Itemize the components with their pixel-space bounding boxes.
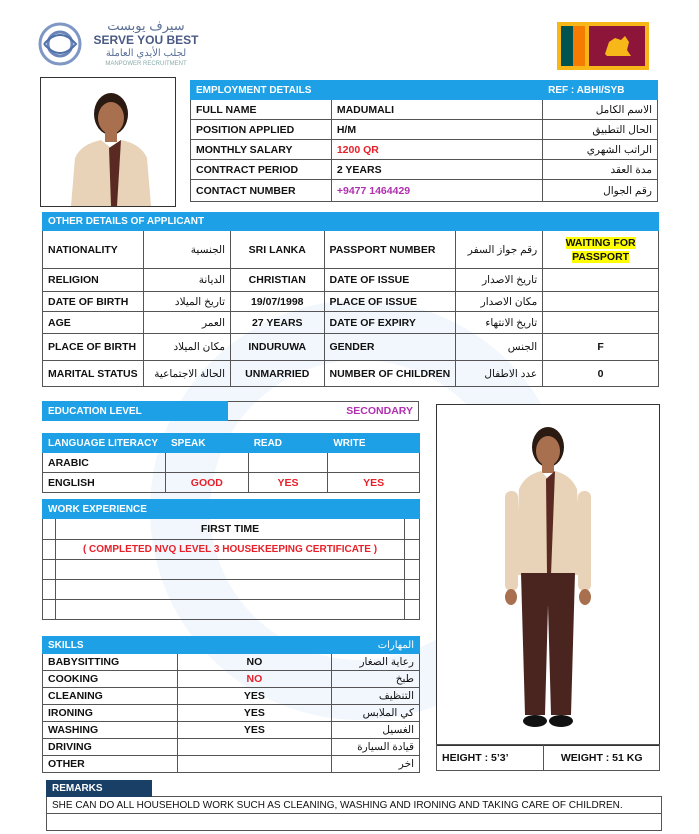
education-table: [42, 401, 419, 421]
remarks-text: SHE CAN DO ALL HOUSEHOLD WORK SUCH AS CLEANING, WASHING AND IRONING AND TAKING CARE OF CHILDREN.: [47, 797, 662, 814]
full-body-figure-icon: [437, 405, 659, 745]
remarks-title: REMARKS: [47, 781, 152, 797]
skill-other-value: [177, 756, 331, 773]
date-expiry-value: [543, 312, 659, 334]
education-label: EDUCATION LEVEL: [43, 402, 228, 421]
skill-driving-value: [177, 739, 331, 756]
lang-arabic-write: [328, 453, 420, 473]
nationality-label: NATIONALITY: [43, 231, 144, 269]
dob-label: DATE OF BIRTH: [43, 292, 144, 312]
applicant-photo-full: [436, 404, 660, 746]
pob-value: INDURUWA: [231, 334, 324, 361]
skill-cleaning-value: YES: [177, 688, 331, 705]
date-expiry-ar: تاريخ الانتهاء: [456, 312, 543, 334]
pob-label: PLACE OF BIRTH: [43, 334, 144, 361]
marital-ar: الحالة الاجتماعية: [143, 361, 230, 387]
skill-babysitting-ar: رعاية الصغار: [332, 654, 420, 671]
religion-value: CHRISTIAN: [231, 269, 324, 292]
full-name-label: FULL NAME: [191, 100, 332, 120]
lang-arabic-speak: [165, 453, 248, 473]
passport-value: WAITING FOR PASSPORT: [565, 236, 636, 263]
lang-arabic: ARABIC: [43, 453, 166, 473]
work-experience-table: [42, 499, 420, 620]
height-value: HEIGHT : 5’3’: [437, 745, 544, 771]
salary-ar: الراتب الشهري: [543, 140, 658, 160]
employment-title: EMPLOYMENT DETAILS: [191, 81, 543, 100]
contact-ar: رقم الجوال: [543, 180, 658, 202]
lang-header-read: READ: [248, 434, 328, 453]
lang-header-speak: SPEAK: [165, 434, 248, 453]
skill-cleaning-ar: التنظيف: [332, 688, 420, 705]
position-value: H/M: [331, 120, 542, 140]
religion-ar: الديانة: [143, 269, 230, 292]
sri-lanka-flag-icon: [557, 22, 649, 70]
skill-washing-ar: الغسيل: [332, 722, 420, 739]
children-value: 0: [543, 361, 659, 387]
language-table: [42, 433, 420, 493]
contract-value: 2 YEARS: [331, 160, 542, 180]
full-name-ar: الاسم الكامل: [543, 100, 658, 120]
measurements-table: [436, 744, 660, 771]
company-logo: [38, 18, 208, 70]
contract-label: CONTRACT PERIOD: [191, 160, 332, 180]
skill-driving: DRIVING: [43, 739, 178, 756]
skill-babysitting-value: NO: [177, 654, 331, 671]
applicant-photo-portrait: [40, 77, 176, 207]
other-details-table: [42, 212, 659, 387]
skill-cooking-value: NO: [177, 671, 331, 688]
lang-english-read: YES: [248, 473, 328, 493]
marital-label: MARITAL STATUS: [43, 361, 144, 387]
pob-ar: مكان الميلاد: [143, 334, 230, 361]
age-label: AGE: [43, 312, 144, 334]
skill-washing-value: YES: [177, 722, 331, 739]
skill-driving-ar: قيادة السيارة: [332, 739, 420, 756]
contact-label: CONTACT NUMBER: [191, 180, 332, 202]
date-expiry-label: DATE OF EXPIRY: [324, 312, 456, 334]
salary-value: 1200 QR: [331, 140, 542, 160]
logo-arabic: سيرف يوبست: [107, 18, 185, 33]
children-ar: عدد الاطفال: [456, 361, 543, 387]
lang-header-write: WRITE: [328, 434, 420, 453]
skill-cooking-ar: طبخ: [332, 671, 420, 688]
skill-cooking: COOKING: [43, 671, 178, 688]
lang-english: ENGLISH: [43, 473, 166, 493]
dob-value: 19/07/1998: [231, 292, 324, 312]
logo-arabic-sub: لجلب الأيدي العاملة: [105, 48, 187, 59]
lang-arabic-read: [248, 453, 328, 473]
salary-label: MONTHLY SALARY: [191, 140, 332, 160]
employment-ref: REF : ABHI/SYB: [543, 81, 658, 100]
dob-ar: تاريخ الميلاد: [143, 292, 230, 312]
contact-value: +9477 1464429: [331, 180, 542, 202]
skills-title: SKILLS: [43, 637, 178, 654]
employment-details-table: [190, 80, 658, 202]
work-line2: ( COMPLETED NVQ LEVEL 3 HOUSEKEEPING CERTIFICATE ): [55, 540, 404, 560]
position-ar: الحال التطبيق: [543, 120, 658, 140]
age-ar: العمر: [143, 312, 230, 334]
remarks-table: [46, 780, 662, 831]
gender-value: F: [543, 334, 659, 361]
skill-ironing: IRONING: [43, 705, 178, 722]
skills-title-ar: المهارات: [332, 637, 420, 654]
passport-ar: رقم جواز السفر: [456, 231, 543, 269]
place-issue-ar: مكان الاصدار: [456, 292, 543, 312]
religion-label: RELIGION: [43, 269, 144, 292]
skill-babysitting: BABYSITTING: [43, 654, 178, 671]
skill-ironing-value: YES: [177, 705, 331, 722]
age-value: 27 YEARS: [231, 312, 324, 334]
other-title: OTHER DETAILS OF APPLICANT: [43, 213, 325, 231]
nationality-value: SRI LANKA: [231, 231, 324, 269]
logo-tagline: MANPOWER RECRUITMENT: [105, 61, 187, 67]
place-issue-label: PLACE OF ISSUE: [324, 292, 456, 312]
place-issue-value: [543, 292, 659, 312]
gender-ar: الجنس: [456, 334, 543, 361]
lang-header-literacy: LANGUAGE LITERACY: [43, 434, 166, 453]
date-issue-value: [543, 269, 659, 292]
contract-ar: مدة العقد: [543, 160, 658, 180]
date-issue-label: DATE OF ISSUE: [324, 269, 456, 292]
logo-name: SERVE YOU BEST: [93, 33, 199, 47]
date-issue-ar: تاريخ الاصدار: [456, 269, 543, 292]
weight-value: WEIGHT : 51 KG: [544, 745, 660, 771]
portrait-figure-icon: [41, 78, 175, 206]
nationality-ar: الجنسية: [143, 231, 230, 269]
gender-label: GENDER: [324, 334, 456, 361]
skills-table: [42, 636, 420, 773]
passport-label: PASSPORT NUMBER: [324, 231, 456, 269]
skill-ironing-ar: كي الملابس: [332, 705, 420, 722]
work-title: WORK EXPERIENCE: [43, 500, 405, 519]
logo-emblem-icon: [38, 22, 82, 66]
children-label: NUMBER OF CHILDREN: [324, 361, 456, 387]
skill-washing: WASHING: [43, 722, 178, 739]
skill-other-ar: اخر: [332, 756, 420, 773]
skill-cleaning: CLEANING: [43, 688, 178, 705]
skill-other: OTHER: [43, 756, 178, 773]
full-name-value: MADUMALI: [331, 100, 542, 120]
education-value: SECONDARY: [227, 402, 418, 421]
marital-value: UNMARRIED: [231, 361, 324, 387]
lang-english-write: YES: [328, 473, 420, 493]
lang-english-speak: GOOD: [165, 473, 248, 493]
work-line1: FIRST TIME: [55, 519, 404, 540]
position-label: POSITION APPLIED: [191, 120, 332, 140]
